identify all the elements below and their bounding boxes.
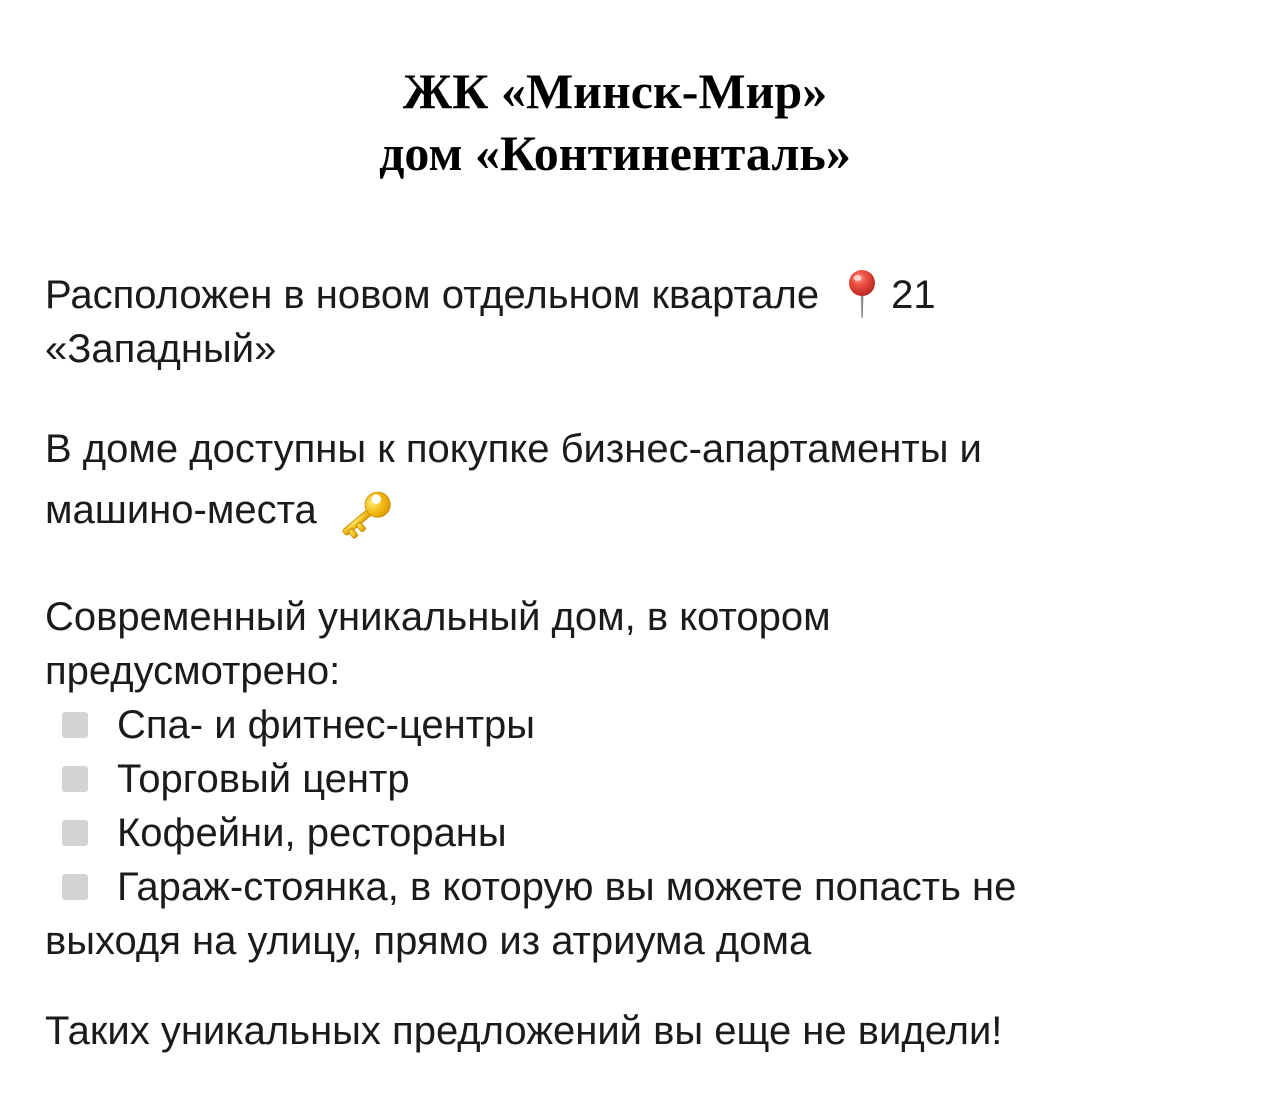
features-list bbox=[45, 698, 1235, 968]
round-pushpin-icon bbox=[847, 269, 877, 321]
features-intro-paragraph bbox=[45, 590, 1235, 698]
list-item bbox=[45, 806, 1235, 860]
quarter-number: 21 bbox=[891, 273, 936, 317]
features-intro-line2: предусмотрено: bbox=[45, 649, 341, 693]
list-item bbox=[45, 752, 1235, 806]
closing-paragraph: Таких уникальных предложений вы еще не видели! bbox=[45, 1009, 1003, 1053]
list-item-label: Спа- и фитнес-центры bbox=[117, 703, 536, 747]
bullet-square-icon bbox=[62, 874, 88, 900]
bullet-square-icon bbox=[62, 712, 88, 738]
offer-text-line2: машино-места bbox=[45, 488, 317, 532]
list-item bbox=[45, 860, 1235, 968]
list-item-label: Гараж-стоянка, в которую вы можете попасть не bbox=[117, 865, 1017, 909]
bullet-square-icon bbox=[62, 820, 88, 846]
key-icon bbox=[333, 486, 399, 544]
offer-paragraph bbox=[45, 422, 1235, 544]
list-item-label-wrap: выходя на улицу, прямо из атриума дома bbox=[45, 919, 812, 963]
page-title-line2: дом «Континенталь» bbox=[379, 125, 851, 181]
location-paragraph bbox=[45, 268, 1235, 376]
bullet-square-icon bbox=[62, 766, 88, 792]
page-title bbox=[45, 0, 1235, 184]
list-item bbox=[45, 698, 1235, 752]
location-text-line2: «Западный» bbox=[45, 327, 277, 371]
location-text-line1: Расположен в новом отдельном квартале bbox=[45, 273, 820, 317]
features-intro-line1: Современный уникальный дом, в котором bbox=[45, 595, 831, 639]
list-item-label: Кофейни, рестораны bbox=[117, 811, 507, 855]
offer-text-line1: В доме доступны к покупке бизнес-апартаменты и bbox=[45, 427, 982, 471]
page-title-line1: ЖК «Минск-Мир» bbox=[402, 63, 828, 119]
list-item-label: Торговый центр bbox=[117, 757, 410, 801]
